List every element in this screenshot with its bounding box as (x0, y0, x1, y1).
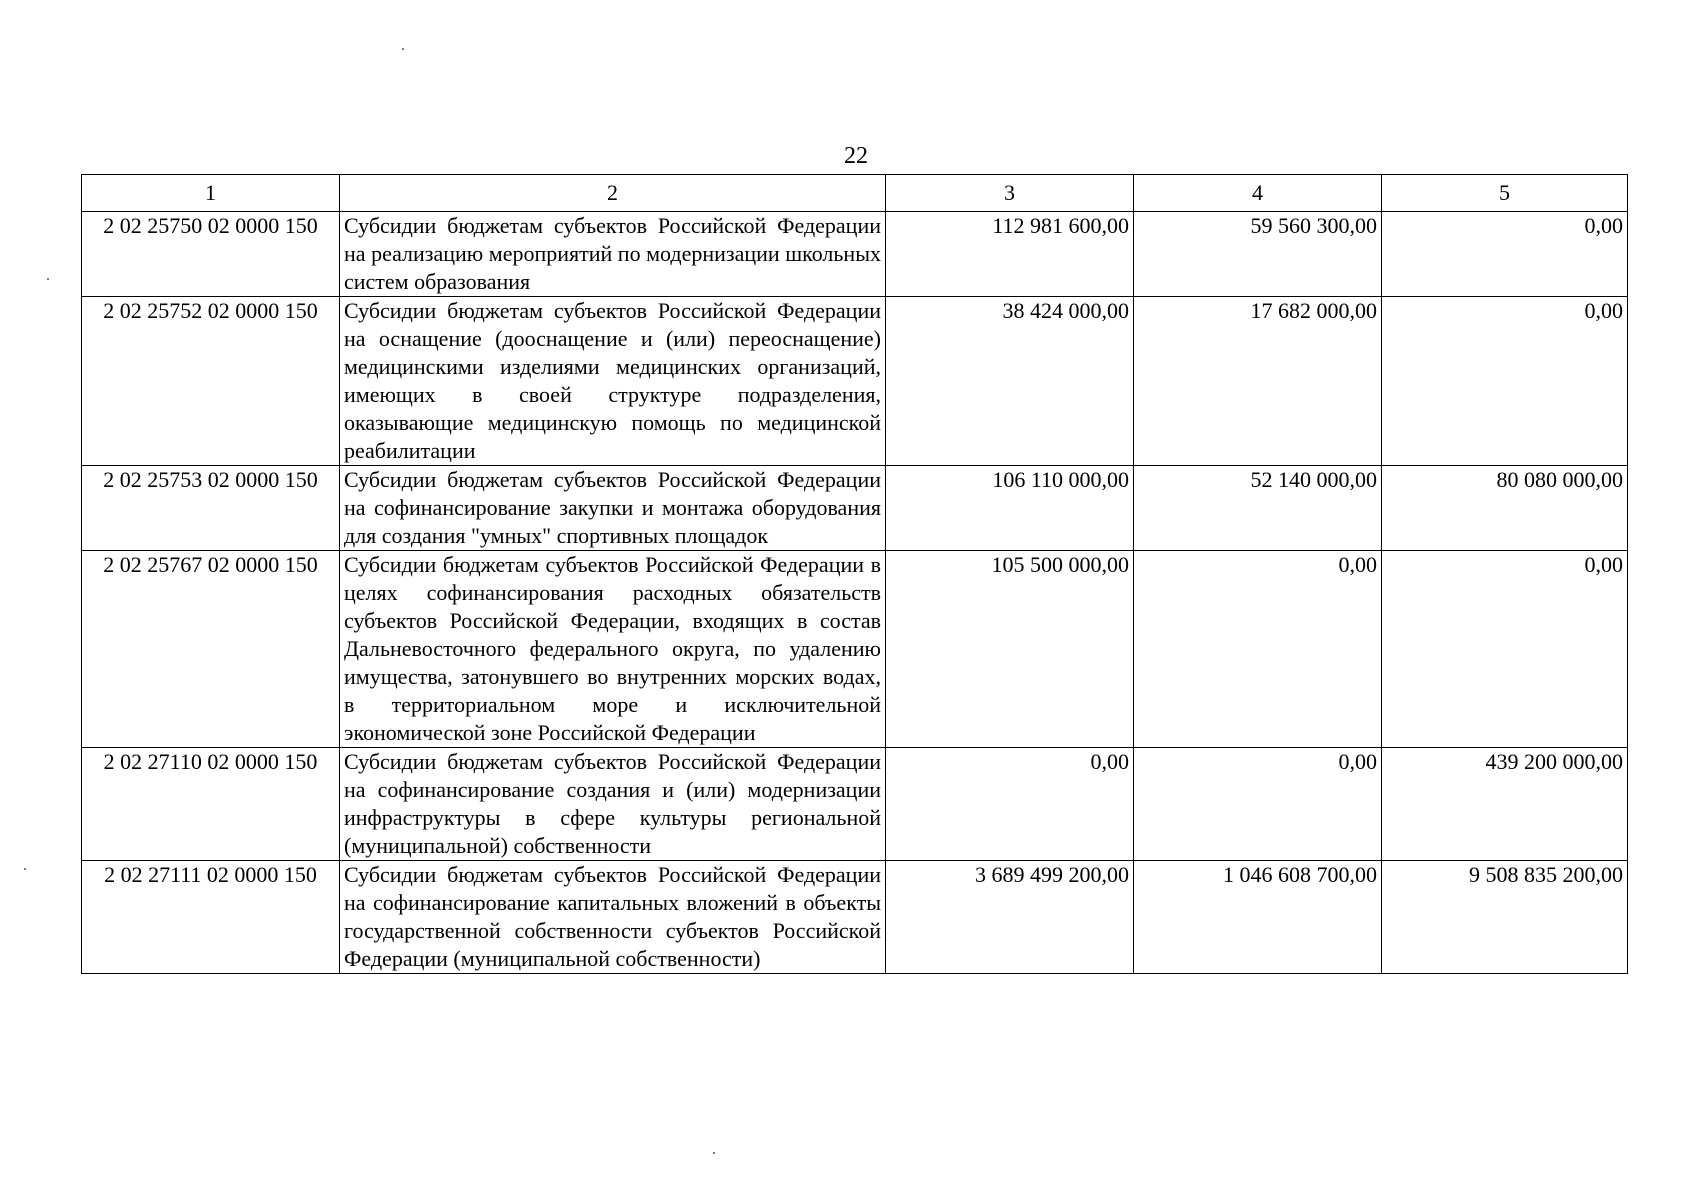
table-row (82, 297, 1628, 466)
amount-col-3: 38 424 000,00 (886, 297, 1134, 466)
row-description: Субсидии бюджетам субъектов Российской Федерации на софинансирование создания и (или) модернизации инфраструктуры в сфере культуры региональной (муниципальной) собственности (340, 748, 886, 861)
amount-col-5: 0,00 (1382, 551, 1628, 748)
budget-code: 2 02 25767 02 0000 150 (82, 551, 340, 748)
amount-col-4: 1 046 608 700,00 (1134, 861, 1382, 974)
amount-col-4: 59 560 300,00 (1134, 212, 1382, 297)
amount-col-3: 105 500 000,00 (886, 551, 1134, 748)
amount-col-3: 3 689 499 200,00 (886, 861, 1134, 974)
amount-col-5: 439 200 000,00 (1382, 748, 1628, 861)
table-row (82, 466, 1628, 551)
amount-col-4: 52 140 000,00 (1134, 466, 1382, 551)
amount-col-5: 0,00 (1382, 297, 1628, 466)
table-row (82, 748, 1628, 861)
budget-code: 2 02 25753 02 0000 150 (82, 466, 340, 551)
budget-code: 2 02 25750 02 0000 150 (82, 212, 340, 297)
amount-col-4: 17 682 000,00 (1134, 297, 1382, 466)
header-col-1: 1 (82, 175, 340, 212)
budget-code: 2 02 27111 02 0000 150 (82, 861, 340, 974)
header-col-2: 2 (340, 175, 886, 212)
row-description: Субсидии бюджетам субъектов Российской Федерации в целях софинансирования расходных обязательств субъектов Российской Федерации, входящих в состав Дальневосточного федерального округа, по удалению имущества, затонувшего во внутренних морских водах, в территориальном море и исключительной экономической зоне Российской Федерации (340, 551, 886, 748)
table-row (82, 861, 1628, 974)
amount-col-3: 0,00 (886, 748, 1134, 861)
scan-speck (47, 278, 49, 280)
amount-col-5: 0,00 (1382, 212, 1628, 297)
scan-speck (24, 868, 26, 870)
row-description: Субсидии бюджетам субъектов Российской Федерации на оснащение (дооснащение и (или) переоснащение) медицинскими изделиями медицинских организаций, имеющих в своей структуре подразделения, оказывающие медицинскую помощь по медицинской реабилитации (340, 297, 886, 466)
amount-col-3: 112 981 600,00 (886, 212, 1134, 297)
amount-col-4: 0,00 (1134, 748, 1382, 861)
table-header-row (82, 175, 1628, 212)
amount-col-4: 0,00 (1134, 551, 1382, 748)
amount-col-5: 9 508 835 200,00 (1382, 861, 1628, 974)
table-row (82, 551, 1628, 748)
row-description: Субсидии бюджетам субъектов Российской Федерации на софинансирование закупки и монтажа оборудования для создания "умных" спортивных площадок (340, 466, 886, 551)
header-col-4: 4 (1134, 175, 1382, 212)
budget-table (81, 174, 1628, 974)
row-description: Субсидии бюджетам субъектов Российской Федерации на реализацию мероприятий по модернизации школьных систем образования (340, 212, 886, 297)
amount-col-3: 106 110 000,00 (886, 466, 1134, 551)
header-col-5: 5 (1382, 175, 1628, 212)
header-col-3: 3 (886, 175, 1134, 212)
row-description: Субсидии бюджетам субъектов Российской Федерации на софинансирование капитальных вложений в объекты государственной собственности субъектов Российской Федерации (муниципальной собственности) (340, 861, 886, 974)
budget-code: 2 02 27110 02 0000 150 (82, 748, 340, 861)
scan-speck (402, 48, 404, 50)
scan-speck (713, 1152, 715, 1154)
table-row (82, 212, 1628, 297)
page-number: 22 (844, 143, 868, 169)
budget-code: 2 02 25752 02 0000 150 (82, 297, 340, 466)
amount-col-5: 80 080 000,00 (1382, 466, 1628, 551)
